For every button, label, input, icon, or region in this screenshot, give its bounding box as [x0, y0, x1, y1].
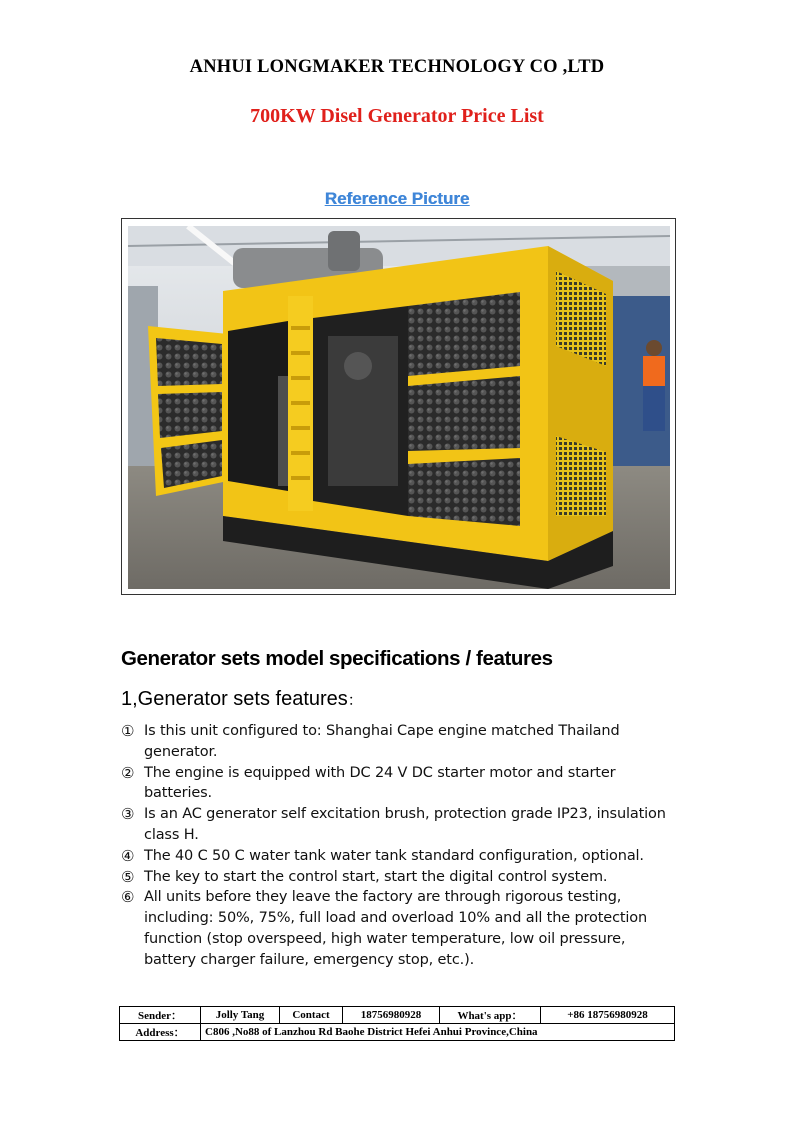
- feature-item: [121, 846, 681, 867]
- feature-item: [121, 763, 681, 805]
- reference-picture-label: Reference Picture: [324, 189, 470, 208]
- features-list: [121, 721, 681, 971]
- contact-label: Contact: [280, 1007, 343, 1024]
- company-name: ANHUI LONGMAKER TECHNOLOGY CO ,LTD: [189, 57, 605, 77]
- sender-name: Jolly Tang: [201, 1007, 280, 1024]
- reference-photo-frame: [121, 218, 676, 595]
- address-value: C806 ,No88 of Lanzhou Rd Baohe District Hefei Anhui Province,China: [201, 1024, 675, 1041]
- feature-item: [121, 804, 681, 846]
- feature-text: Is this unit configured to: Shanghai Cape engine matched Thailand generator.: [144, 723, 620, 760]
- feature-text: All units before they leave the factory are through rigorous testing, including: 50%, 75%, full load and overload 10% and all the protection function (stop overspeed, high water temperature, low oil pressure, battery charger failure, emergency stop, etc.).: [144, 889, 648, 968]
- feature-text: The key to start the control start, start the digital control system.: [144, 868, 608, 885]
- features-subheading: [121, 688, 363, 711]
- feature-number: ②: [121, 763, 135, 782]
- feature-item: [121, 887, 681, 970]
- address-label: Address：: [120, 1024, 201, 1041]
- feature-number: ③: [121, 805, 135, 824]
- feature-number: ①: [121, 722, 135, 740]
- feature-item: [121, 721, 681, 763]
- feature-number: ④: [121, 846, 135, 865]
- feature-text: The engine is equipped with DC 24 V DC starter motor and starter batteries.: [144, 764, 616, 802]
- contact-table: [119, 1006, 675, 1041]
- feature-text: The 40 C 50 C water tank water tank standard configuration, optional.: [144, 847, 644, 864]
- specifications-heading: Generator sets model specifications / features: [121, 647, 553, 670]
- feature-item: [121, 867, 681, 888]
- whatsapp-number: +86 18756980928: [541, 1007, 675, 1024]
- features-subheading-colon: ：: [347, 692, 363, 709]
- feature-text: Is an AC generator self excitation brush, protection grade IP23, insulation class H.: [144, 806, 666, 843]
- address-row: [120, 1024, 675, 1041]
- feature-number: ⑥: [121, 888, 135, 907]
- sender-label: Sender：: [120, 1007, 201, 1024]
- contact-row: [120, 1007, 675, 1024]
- document-title: 700KW Disel Generator Price List: [250, 105, 544, 127]
- whatsapp-label: What's app：: [440, 1007, 541, 1024]
- phone-number: 18756980928: [343, 1007, 440, 1024]
- generator-photo: [128, 226, 670, 589]
- features-subheading-text: 1,Generator sets features: [121, 688, 348, 710]
- feature-number: ⑤: [121, 867, 135, 886]
